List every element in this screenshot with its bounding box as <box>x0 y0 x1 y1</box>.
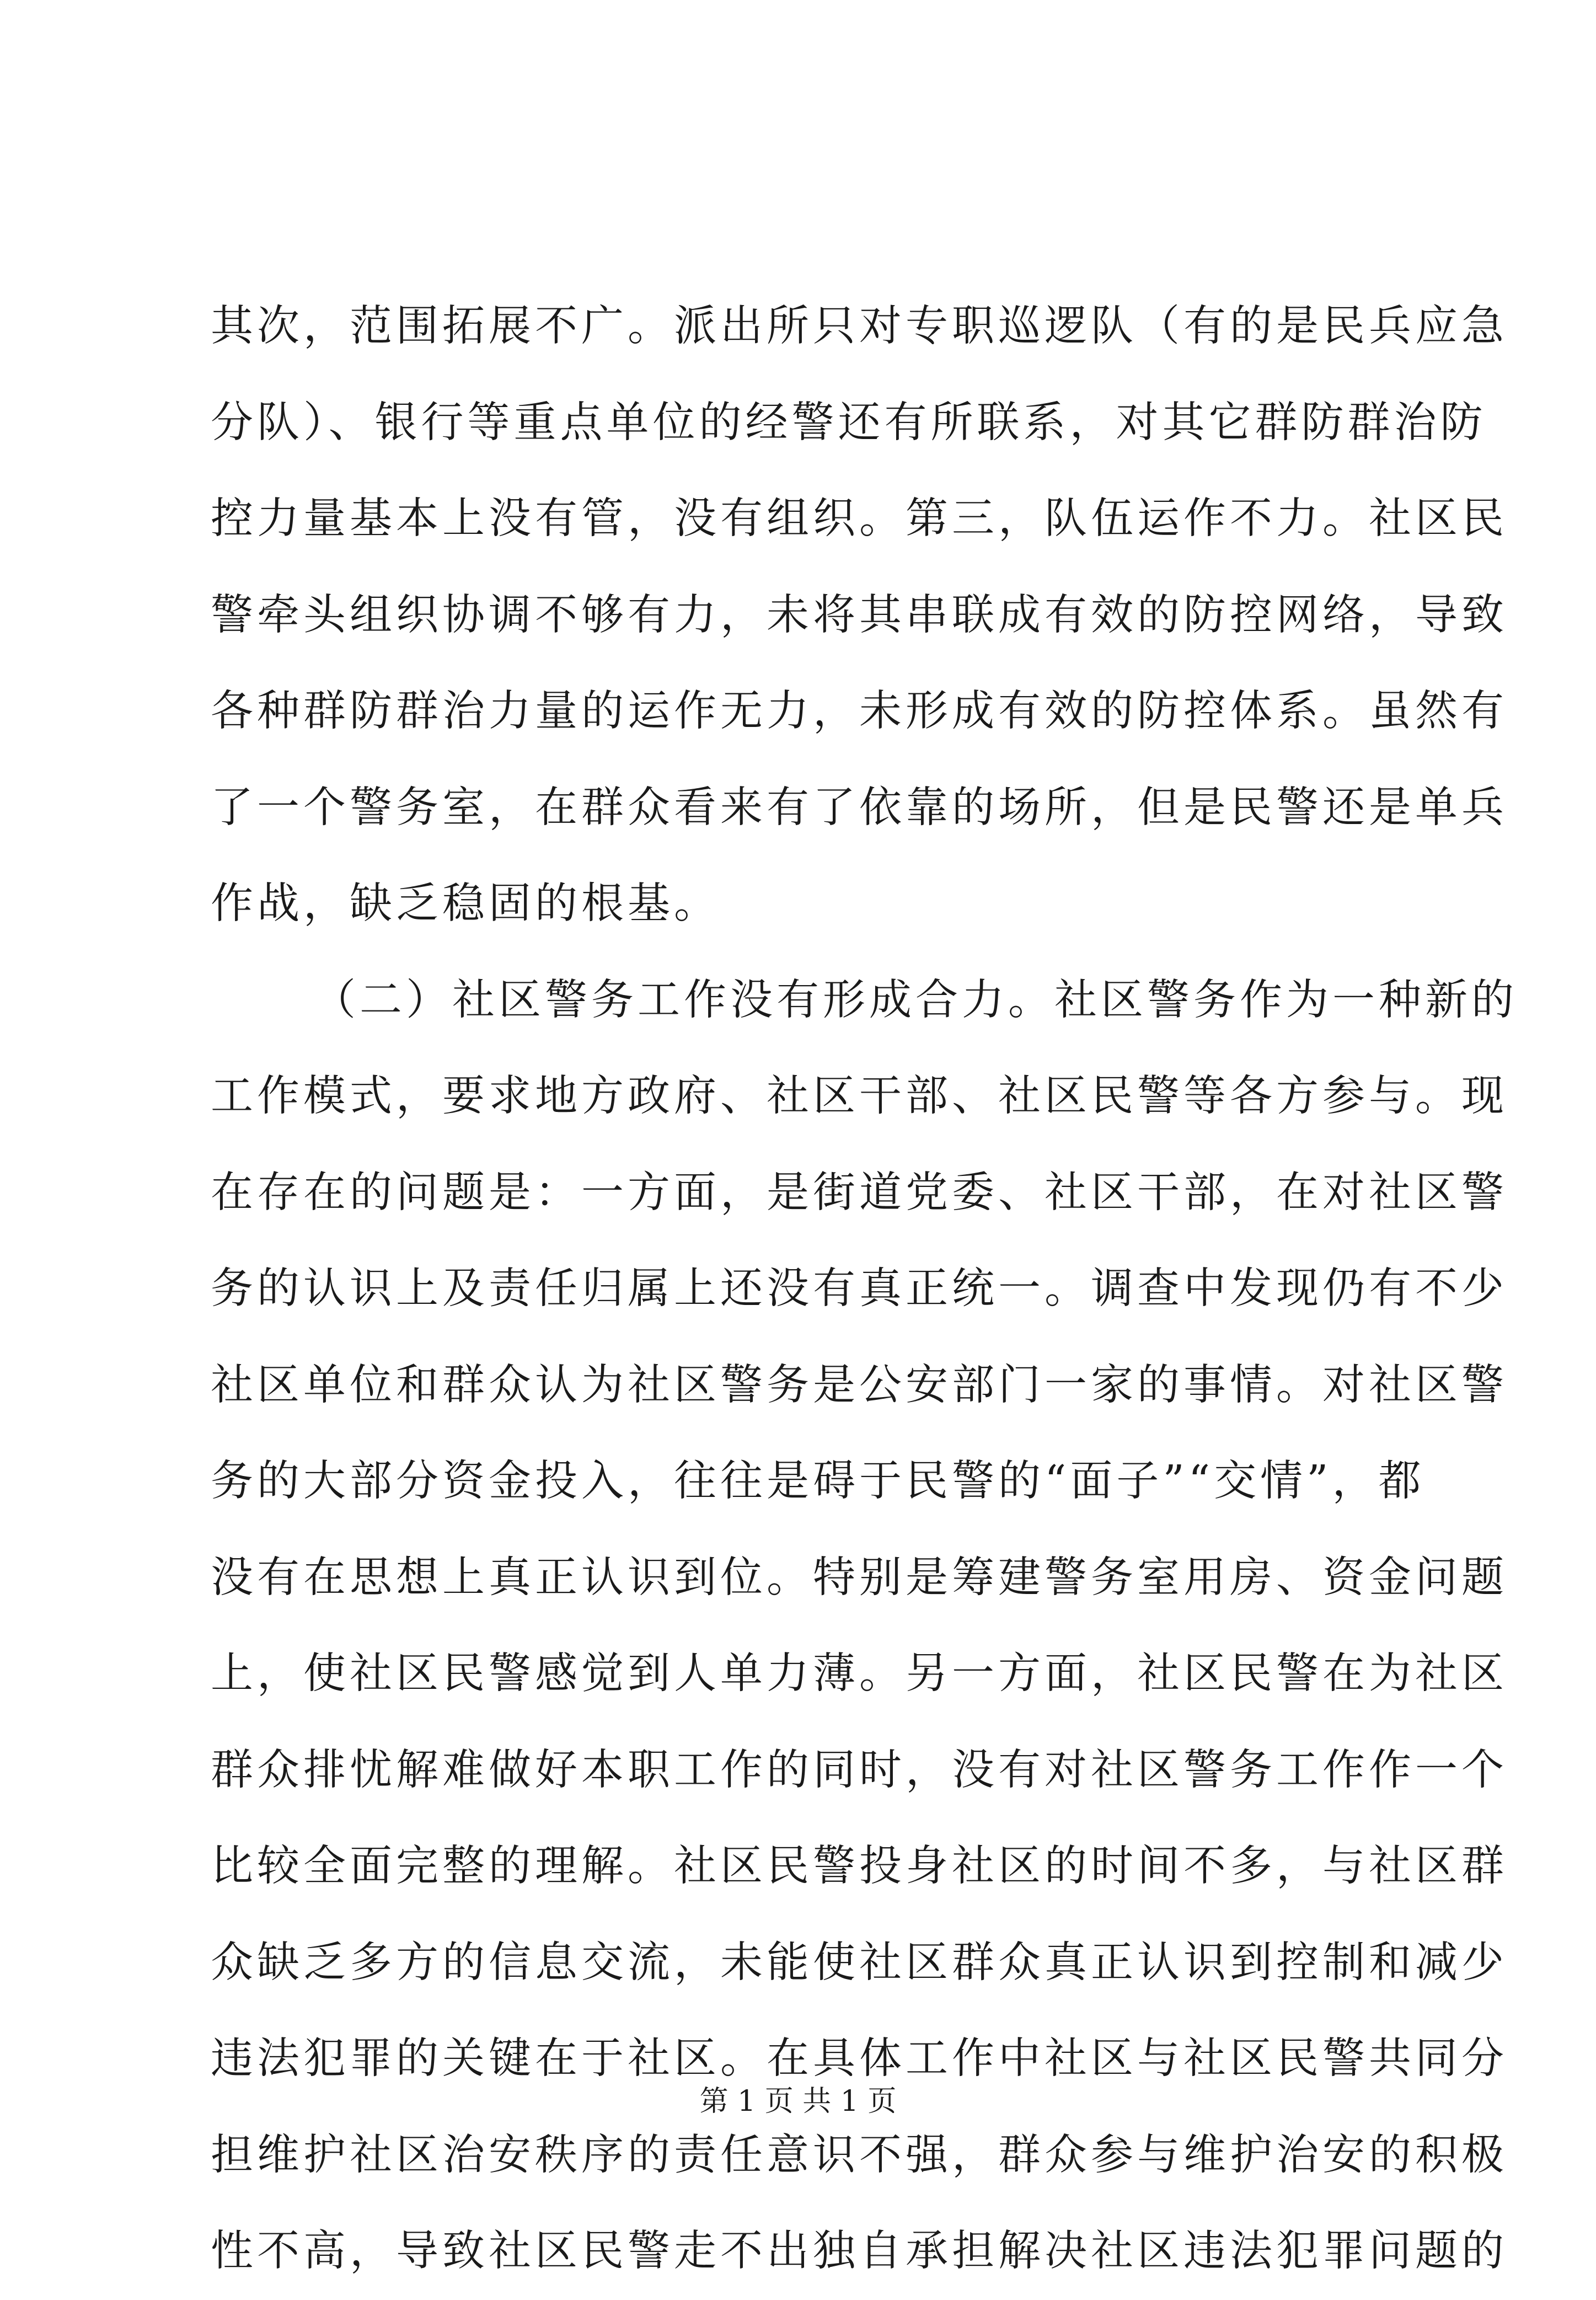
text-line: 了一个警务室，在群众看来有了依靠的场所，但是民警还是单兵 <box>211 783 1508 832</box>
text-line: 性不高，导致社区民警走不出独自承担解决社区违法犯罪问题的 <box>211 2227 1508 2276</box>
text-line: 警牵头组织协调不够有力，未将其串联成有效的防控网络，导致 <box>211 590 1508 640</box>
text-line: 违法犯罪的关键在于社区。在具体工作中社区与社区民警共同分 <box>211 2034 1508 2083</box>
text-line: 社区单位和群众认为社区警务是公安部门一家的事情。对社区警 <box>211 1360 1508 1410</box>
text-line: 工作模式，要求地方政府、社区干部、社区民警等各方参与。现 <box>211 1072 1508 1121</box>
page-footer: 第 1 页 共 1 页 <box>699 2085 897 2118</box>
text-line: 务的认识上及责任归属上还没有真正统一。调查中发现仍有不少 <box>211 1264 1508 1313</box>
text-line: 作战，缺乏稳固的根基。 <box>211 879 720 928</box>
text-line: 比较全面完整的理解。社区民警投身社区的时间不多，与社区群 <box>211 1842 1508 1891</box>
text-line: 担维护社区治安秩序的责任意识不强，群众参与维护治安的积极 <box>211 2130 1508 2180</box>
text-line: 分队）、银行等重点单位的经警还有所联系，对其它群防群治防 <box>211 398 1487 447</box>
text-line: 上，使社区民警感觉到人单力薄。另一方面，社区民警在为社区 <box>211 1649 1508 1698</box>
text-line: 群众排忧解难做好本职工作的同时，没有对社区警务工作作一个 <box>211 1745 1508 1795</box>
body-text <box>211 279 1518 2300</box>
text-line: 在存在的问题是：一方面，是街道党委、社区干部，在对社区警 <box>211 1168 1508 1217</box>
text-line: 众缺乏多方的信息交流，未能使社区群众真正认识到控制和减少 <box>211 1938 1508 1987</box>
paragraph-start-line: （二）社区警务工作没有形成合力。社区警务作为一种新的 <box>313 975 1518 1025</box>
text-line: 控力量基本上没有管，没有组织。第三，队伍运作不力。社区民 <box>211 494 1508 543</box>
text-line: 各种群防群治力量的运作无力，未形成有效的防控体系。虽然有 <box>211 687 1508 736</box>
text-line: 没有在思想上真正认识到位。特别是筹建警务室用房、资金问题 <box>211 1553 1508 1602</box>
text-line: 务的大部分资金投入，往往是碍于民警的“面子”“交情”，都 <box>211 1457 1425 1506</box>
text-line: 其次，范围拓展不广。派出所只对专职巡逻队（有的是民兵应急 <box>211 302 1508 351</box>
